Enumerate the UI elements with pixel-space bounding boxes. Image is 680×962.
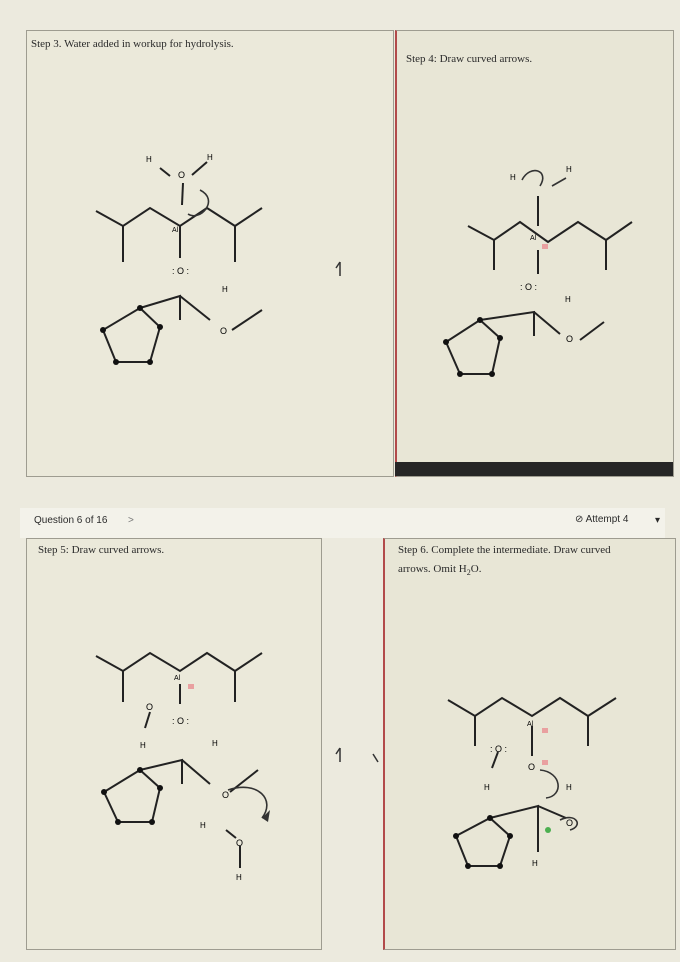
step5-al: Al xyxy=(174,675,181,682)
attempt-dropdown-icon[interactable]: ▾ xyxy=(655,515,661,526)
step6-o-mid: O xyxy=(528,762,536,772)
step5-o-bottom: O xyxy=(236,838,244,848)
step6-minus-charge xyxy=(542,728,548,733)
step3-o-top: O xyxy=(178,170,186,180)
attempt-label: Attempt 4 xyxy=(585,514,629,525)
step4-h-right: H xyxy=(566,165,572,174)
step4-title: Step 4: Draw curved arrows. xyxy=(406,53,533,65)
step6-o-left: : O : xyxy=(490,744,508,754)
step3-h-top-right: H xyxy=(207,153,213,162)
step4-o-low: O xyxy=(566,334,574,344)
step4-h-left: H xyxy=(510,173,516,182)
step6-h-mid: H xyxy=(566,783,572,792)
step5-h-mid: H xyxy=(212,739,218,748)
step6-green-charge xyxy=(545,827,551,833)
step5-o-mid: : O : xyxy=(172,716,190,726)
step3-o-mid: : O : xyxy=(172,266,190,276)
question-counter[interactable]: Question 6 of 16 xyxy=(34,515,108,526)
step6-title-line1: Step 6. Complete the intermediate. Draw curved xyxy=(398,544,611,556)
step3-title: Step 3. Water added in workup for hydrolysis. xyxy=(31,38,234,50)
step4-h-mid: H xyxy=(565,295,571,304)
step6-line2-prefix: arrows. Omit H xyxy=(398,563,467,575)
step5-h-low: H xyxy=(200,821,206,830)
step3-h-top-left: H xyxy=(146,155,152,164)
step3-al: Al xyxy=(172,227,179,234)
next-question-button[interactable]: > xyxy=(128,515,134,526)
step5-minus-charge xyxy=(188,684,194,689)
step5-o-left: O xyxy=(146,702,154,712)
step4-al: Al xyxy=(530,235,537,242)
step5-h-bottom: H xyxy=(236,873,242,882)
step6-sub: 2 xyxy=(466,568,471,578)
step3-h-mid: H xyxy=(222,285,228,294)
step5-title: Step 5: Draw curved arrows. xyxy=(38,544,165,556)
attempt-check-icon: ⊘ xyxy=(575,514,586,525)
step6-line2-suffix: O. xyxy=(470,563,482,575)
step4-o-mid: : O : xyxy=(520,282,538,292)
step6-h-left: H xyxy=(484,783,490,792)
step6-o-low: O xyxy=(566,818,574,828)
step5-o-low: O xyxy=(222,790,230,800)
step6-h-bottom: H xyxy=(532,859,538,868)
step6-plus-charge xyxy=(542,760,548,765)
step3-o-low: O xyxy=(220,326,228,336)
step6-al: Al xyxy=(527,721,534,728)
step5-h-left: H xyxy=(140,741,146,750)
